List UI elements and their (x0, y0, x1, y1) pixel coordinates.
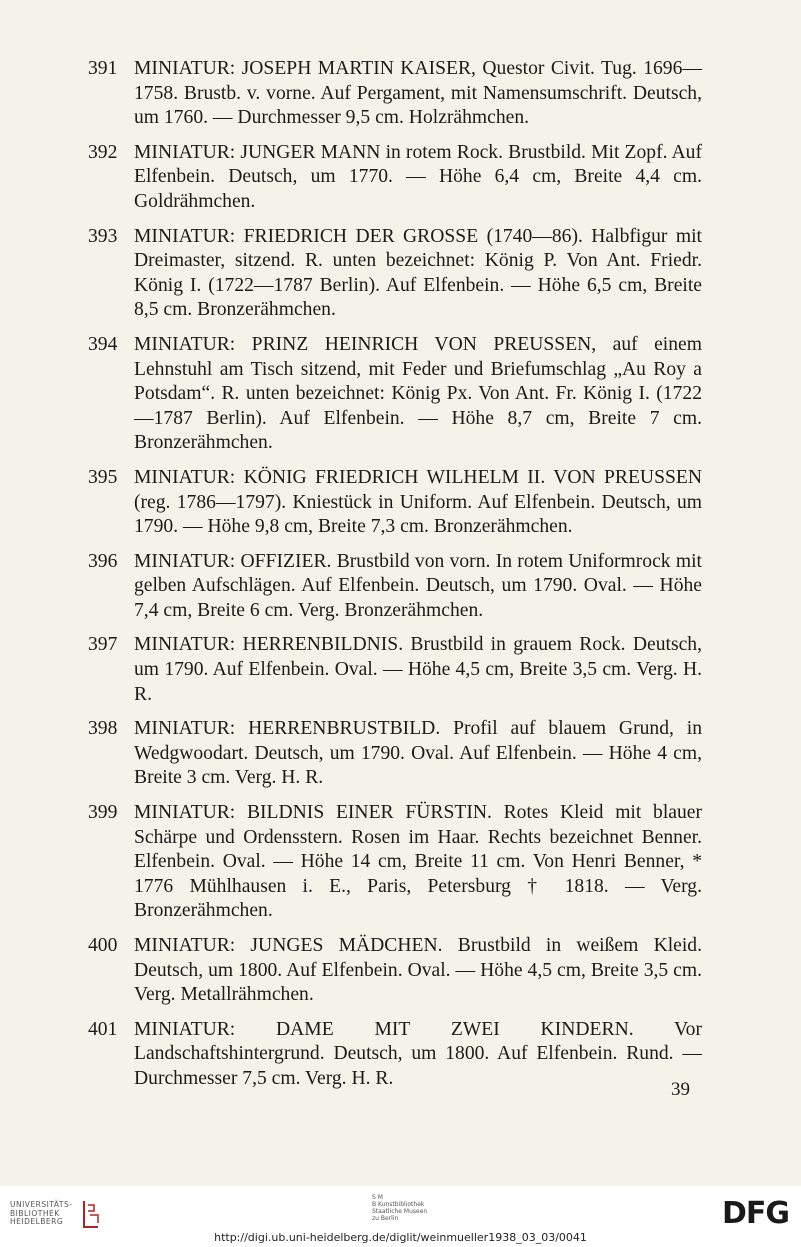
entry-text: MINIATUR: PRINZ HEINRICH VON PREUSSEN, auf einem Lehnstuhl am Tisch sitzend, mit Feder und Briefumschlag „Au Roy a Potsdam“. R. unten bezeichnet: König Px. Von Ant. Fr. König I. (1722—1787 Berlin). Auf Elfenbein. — Höhe 8,7 cm, Breite 7 cm. Bronzerähmchen. (134, 333, 702, 454)
university-library-logo[interactable] (10, 1199, 102, 1229)
source-url[interactable]: http://digi.ub.uni-heidelberg.de/diglit/weinmueller1938_03_03/0041 (214, 1231, 587, 1244)
catalog-entry (88, 466, 702, 540)
entry-text: MINIATUR: BILDNIS EINER FÜRSTIN. Rotes Kleid mit blauer Schärpe und Ordensstern. Rosen im Haar. Rechts bezeichnet Benner. Elfenbein. Oval. — Höhe 14 cm, Breite 11 cm. Von Henri Benner, * 1776 Mühlhausen i. E., Paris, Petersburg † 1818. — Verg. Bronzerähmchen. (134, 802, 702, 922)
entry-number: 397 (88, 634, 118, 656)
entry-number: 398 (88, 718, 118, 740)
credit-line: S M (372, 1194, 383, 1201)
entry-number: 399 (88, 802, 118, 824)
credit-line: B Kunstbibliothek (372, 1201, 425, 1208)
catalog-entry (88, 1018, 702, 1092)
catalog-entry (88, 550, 702, 624)
entry-text: MINIATUR: JUNGER MANN in rotem Rock. Brustbild. Mit Zopf. Auf Elfenbein. Deutsch, um 1770. — Höhe 6,4 cm, Breite 4,4 cm. Goldrähmchen. (134, 141, 702, 212)
catalog-entry (88, 141, 702, 215)
dfg-logo[interactable]: DFG (721, 1196, 789, 1231)
entry-number: 401 (88, 1018, 118, 1040)
entry-text: MINIATUR: JOSEPH MARTIN KAISER, Questor Civit. Tug. 1696—1758. Brustb. v. vorne. Auf Pergament, mit Namensumschrift. Deutsch, um 1760. — Durchmesser 9,5 cm. Holzrähmchen. (134, 58, 702, 129)
entry-number: 396 (88, 550, 118, 572)
catalog-entry (88, 57, 702, 131)
entry-text: MINIATUR: KÖNIG FRIEDRICH WILHELM II. VON PREUSSEN (reg. 1786—1797). Kniestück in Uniform. Auf Elfenbein. Deutsch, um 1790. — Höhe 9,8 cm, Breite 7,3 cm. Bronzerähmchen. (134, 466, 702, 538)
credit-line: Staatliche Museen (372, 1208, 428, 1215)
entry-number: 395 (88, 466, 118, 488)
library-name-line: BIBLIOTHEK (10, 1208, 60, 1218)
entry-text: MINIATUR: HERRENBRUSTBILD. Profil auf blauem Grund, in Wedgwoodart. Deutsch, um 1790. Oval. Auf Elfenbein. — Höhe 4 cm, Breite 3 cm. Verg. H. R. (134, 718, 702, 789)
entry-text: MINIATUR: DAME MIT ZWEI KINDERN. Vor Landschaftshintergrund. Deutsch, um 1800. Auf Elfenbein. Rund. — Durchmesser 7,5 cm. Verg. H. R. (134, 1018, 702, 1089)
entry-number: 400 (88, 935, 118, 956)
catalog-entries (88, 57, 702, 1102)
entry-text: MINIATUR: HERRENBILDNIS. Brustbild in grauem Rock. Deutsch, um 1790. Auf Elfenbein. Oval. — Höhe 4,5 cm, Breite 3,5 cm. Verg. H. R. (134, 634, 702, 705)
entry-text: MINIATUR: FRIEDRICH DER GROSSE (1740—86). Halbfigur mit Dreimaster, sitzend. R. unten bezeichnet: König P. Von Ant. Friedr. König I. (1722—1787 Berlin). Auf Elfenbein. — Höhe 6,5 cm, Breite 8,5 cm. Bronzerähmchen. (134, 225, 702, 321)
catalog-entry (88, 333, 702, 456)
catalog-entry (88, 633, 702, 707)
viewer-footer (0, 1186, 801, 1247)
catalog-entry (88, 801, 702, 924)
catalog-entry (88, 225, 702, 323)
entry-number: 393 (88, 225, 118, 247)
entry-number: 392 (88, 141, 118, 163)
entry-number: 394 (88, 333, 118, 355)
credit-line: zu Berlin (372, 1215, 399, 1222)
entry-text: MINIATUR: OFFIZIER. Brustbild von vorn. In rotem Uniformrock mit gelben Aufschlägen. Auf Elfenbein. Deutsch, um 1790. Oval. — Höhe 7,4 cm, Breite 6 cm. Verg. Bronzerähmchen. (134, 550, 702, 621)
kunstbibliothek-credit (372, 1194, 427, 1222)
entry-number: 391 (88, 58, 118, 79)
library-name-line: UNIVERSITÄTS- (10, 1200, 73, 1210)
library-emblem-icon (80, 1199, 102, 1229)
page-number: 39 (671, 1079, 690, 1100)
entry-text: MINIATUR: JUNGES MÄDCHEN. Brustbild in weißem Kleid. Deutsch, um 1800. Auf Elfenbein. Oval. — Höhe 4,5 cm, Breite 3,5 cm. Verg. Metallrähmchen. (134, 935, 702, 1006)
library-name-line: HEIDELBERG (10, 1217, 64, 1227)
catalog-entry (88, 717, 702, 791)
catalog-entry (88, 934, 702, 1008)
